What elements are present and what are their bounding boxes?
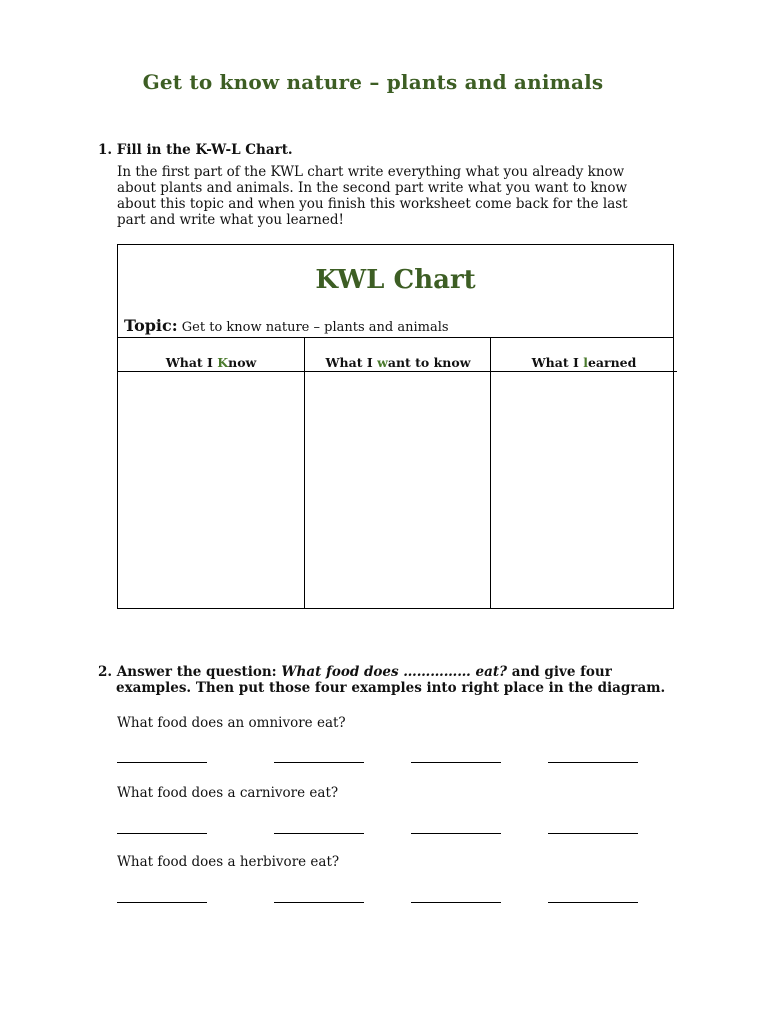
omnivore-answer-blank-4[interactable] <box>548 762 638 763</box>
herbivore-answer-blank-4[interactable] <box>548 902 638 903</box>
omnivore-answer-blank-2[interactable] <box>274 762 364 763</box>
worksheet-title: Get to know nature – plants and animals <box>142 70 604 94</box>
kwl-topic-value: Get to know nature – plants and animals <box>181 320 449 335</box>
kwl-know-answer-area[interactable] <box>118 372 304 608</box>
kwl-column-want-header: What I want to know <box>305 338 491 372</box>
question-2-heading: 2. Answer the question: What food does …………… eat? and give four examples. Then put those four examples into right place in the diagram. <box>98 664 666 696</box>
omnivore-answer-blank-1[interactable] <box>117 762 207 763</box>
herbivore-answer-blank-2[interactable] <box>274 902 364 903</box>
carnivore-question: What food does a carnivore eat? <box>117 785 339 801</box>
herbivore-question: What food does a herbivore eat? <box>117 854 340 870</box>
kwl-column-know-header: What I Know <box>118 338 304 372</box>
kwl-topic-label: Topic: <box>124 316 178 335</box>
kwl-chart-title: KWL Chart <box>315 265 476 295</box>
kwl-column-learned-header: What I learned <box>491 338 677 372</box>
question-1-heading: 1. Fill in the K-W-L Chart. <box>98 142 293 158</box>
carnivore-answer-blank-4[interactable] <box>548 833 638 834</box>
carnivore-answer-blank-1[interactable] <box>117 833 207 834</box>
carnivore-answer-blank-3[interactable] <box>411 833 501 834</box>
kwl-column-learned <box>490 338 677 608</box>
kwl-topic <box>124 316 449 335</box>
herbivore-answer-blank-3[interactable] <box>411 902 501 903</box>
kwl-learned-answer-area[interactable] <box>491 372 677 608</box>
kwl-column-know <box>118 338 304 608</box>
kwl-want-answer-area[interactable] <box>305 372 491 608</box>
omnivore-question: What food does an omnivore eat? <box>117 715 346 731</box>
kwl-grid <box>118 337 673 608</box>
question-1-instructions: In the first part of the KWL chart write everything what you already know about plants and animals. In the second part write what you want to know about this topic and when you finish this worksheet come back for the last part and write what you learned! <box>117 164 628 228</box>
omnivore-answer-blank-3[interactable] <box>411 762 501 763</box>
herbivore-answer-blank-1[interactable] <box>117 902 207 903</box>
kwl-chart <box>117 244 674 609</box>
kwl-column-want <box>304 338 491 608</box>
carnivore-answer-blank-2[interactable] <box>274 833 364 834</box>
